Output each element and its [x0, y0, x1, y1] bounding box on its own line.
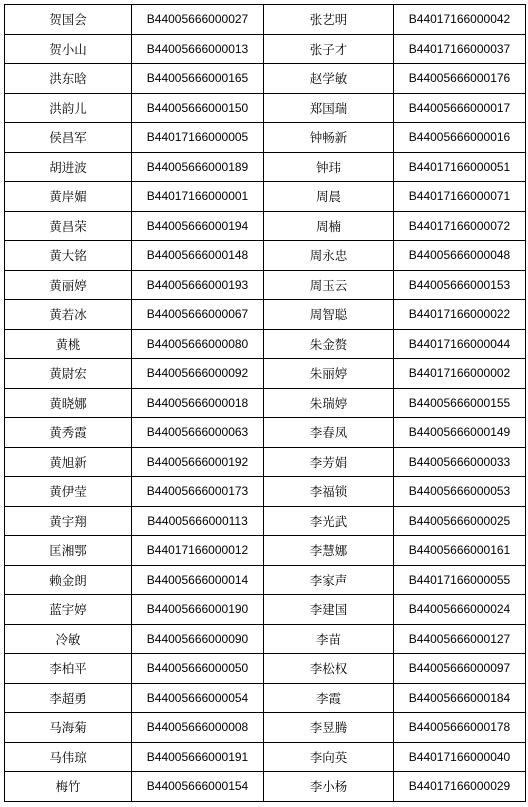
table-row: [5, 565, 526, 595]
id-cell: B44005666000150: [132, 93, 264, 123]
id-cell: B44005666000063: [132, 418, 264, 448]
id-cell: B44017166000042: [394, 5, 526, 35]
id-cell: B44005666000067: [132, 300, 264, 330]
name-cell: 梅竹: [5, 772, 132, 802]
name-cell: 李家声: [264, 565, 394, 595]
table-row: [5, 624, 526, 654]
id-cell: B44005666000161: [394, 536, 526, 566]
name-cell: 钟玮: [264, 152, 394, 182]
id-cell: B44017166000051: [394, 152, 526, 182]
id-cell: B44017166000001: [132, 182, 264, 212]
name-cell: 李霞: [264, 683, 394, 713]
id-cell: B44005666000127: [394, 624, 526, 654]
id-cell: B44005666000153: [394, 270, 526, 300]
name-cell: 李慧娜: [264, 536, 394, 566]
id-cell: B44017166000044: [394, 329, 526, 359]
roster-table: [4, 4, 526, 802]
table-row: [5, 772, 526, 802]
name-cell: 周永忠: [264, 241, 394, 271]
id-cell: B44005666000193: [132, 270, 264, 300]
name-cell: 黄晓娜: [5, 388, 132, 418]
name-cell: 李松权: [264, 654, 394, 684]
table-row: [5, 241, 526, 271]
id-cell: B44005666000027: [132, 5, 264, 35]
table-row: [5, 34, 526, 64]
name-cell: 李向英: [264, 742, 394, 772]
name-cell: 郑国瑞: [264, 93, 394, 123]
id-cell: B44017166000071: [394, 182, 526, 212]
id-cell: B44005666000016: [394, 123, 526, 153]
name-cell: 冷敏: [5, 624, 132, 654]
name-cell: 贺国会: [5, 5, 132, 35]
name-cell: 黄秀霞: [5, 418, 132, 448]
table-row: [5, 654, 526, 684]
id-cell: B44005666000176: [394, 64, 526, 94]
name-cell: 贺小山: [5, 34, 132, 64]
id-cell: B44017166000037: [394, 34, 526, 64]
name-cell: 马伟琼: [5, 742, 132, 772]
name-cell: 李春凤: [264, 418, 394, 448]
table-row: [5, 418, 526, 448]
name-cell: 侯昌军: [5, 123, 132, 153]
table-row: [5, 64, 526, 94]
id-cell: B44005666000013: [132, 34, 264, 64]
id-cell: B44005666000050: [132, 654, 264, 684]
name-cell: 匡湘鄂: [5, 536, 132, 566]
name-cell: 朱丽婷: [264, 359, 394, 389]
id-cell: B44005666000154: [132, 772, 264, 802]
id-cell: B44005666000048: [394, 241, 526, 271]
table-row: [5, 211, 526, 241]
name-cell: 李柏平: [5, 654, 132, 684]
table-row: [5, 388, 526, 418]
id-cell: B44017166000012: [132, 536, 264, 566]
name-cell: 周楠: [264, 211, 394, 241]
id-cell: B44005666000018: [132, 388, 264, 418]
table-row: [5, 329, 526, 359]
table-row: [5, 447, 526, 477]
name-cell: 朱金赘: [264, 329, 394, 359]
name-cell: 黄尉宏: [5, 359, 132, 389]
name-cell: 马海菊: [5, 713, 132, 743]
name-cell: 洪东晗: [5, 64, 132, 94]
name-cell: 黄大铭: [5, 241, 132, 271]
name-cell: 黄桃: [5, 329, 132, 359]
table-row: [5, 5, 526, 35]
name-cell: 黄昌荣: [5, 211, 132, 241]
id-cell: B44005666000192: [132, 447, 264, 477]
id-cell: B44005666000165: [132, 64, 264, 94]
id-cell: B44005666000054: [132, 683, 264, 713]
id-cell: B44005666000155: [394, 388, 526, 418]
id-cell: B44005666000017: [394, 93, 526, 123]
table-row: [5, 595, 526, 625]
id-cell: B44005666000008: [132, 713, 264, 743]
id-cell: B44017166000072: [394, 211, 526, 241]
id-cell: B44005666000097: [394, 654, 526, 684]
table-row: [5, 270, 526, 300]
name-cell: 黄岸媚: [5, 182, 132, 212]
name-cell: 黄若冰: [5, 300, 132, 330]
id-cell: B44017166000055: [394, 565, 526, 595]
id-cell: B44005666000024: [394, 595, 526, 625]
id-cell: B44005666000092: [132, 359, 264, 389]
name-cell: 黄宇翔: [5, 506, 132, 536]
table-row: [5, 123, 526, 153]
id-cell: B44005666000025: [394, 506, 526, 536]
id-cell: B44005666000090: [132, 624, 264, 654]
id-cell: B44005666000053: [394, 477, 526, 507]
id-cell: B44005666000148: [132, 241, 264, 271]
table-row: [5, 93, 526, 123]
name-cell: 李超勇: [5, 683, 132, 713]
name-cell: 周玉云: [264, 270, 394, 300]
name-cell: 黄旭新: [5, 447, 132, 477]
roster-table-body: [5, 5, 526, 802]
id-cell: B44005666000178: [394, 713, 526, 743]
id-cell: B44005666000189: [132, 152, 264, 182]
table-row: [5, 359, 526, 389]
name-cell: 周智聪: [264, 300, 394, 330]
name-cell: 周晨: [264, 182, 394, 212]
id-cell: B44017166000002: [394, 359, 526, 389]
name-cell: 黄丽婷: [5, 270, 132, 300]
id-cell: B44017166000040: [394, 742, 526, 772]
id-cell: B44017166000029: [394, 772, 526, 802]
id-cell: B44005666000080: [132, 329, 264, 359]
id-cell: B44005666000191: [132, 742, 264, 772]
id-cell: B44017166000005: [132, 123, 264, 153]
id-cell: B44005666000033: [394, 447, 526, 477]
name-cell: 钟畅新: [264, 123, 394, 153]
table-row: [5, 477, 526, 507]
table-row: [5, 713, 526, 743]
table-row: [5, 152, 526, 182]
name-cell: 李小杨: [264, 772, 394, 802]
id-cell: B44005666000149: [394, 418, 526, 448]
table-row: [5, 742, 526, 772]
table-row: [5, 536, 526, 566]
name-cell: 李昱腾: [264, 713, 394, 743]
name-cell: 赖金朗: [5, 565, 132, 595]
name-cell: 李建国: [264, 595, 394, 625]
table-row: [5, 182, 526, 212]
name-cell: 李芳娟: [264, 447, 394, 477]
name-cell: 张子才: [264, 34, 394, 64]
id-cell: B44005666000113: [132, 506, 264, 536]
name-cell: 黄伊莹: [5, 477, 132, 507]
id-cell: B44005666000014: [132, 565, 264, 595]
name-cell: 蓝宇婷: [5, 595, 132, 625]
name-cell: 李福锁: [264, 477, 394, 507]
table-row: [5, 300, 526, 330]
name-cell: 洪韵儿: [5, 93, 132, 123]
name-cell: 胡进波: [5, 152, 132, 182]
id-cell: B44005666000173: [132, 477, 264, 507]
name-cell: 李光武: [264, 506, 394, 536]
name-cell: 李苗: [264, 624, 394, 654]
id-cell: B44005666000184: [394, 683, 526, 713]
id-cell: B44017166000022: [394, 300, 526, 330]
name-cell: 朱瑞婷: [264, 388, 394, 418]
name-cell: 张艺明: [264, 5, 394, 35]
id-cell: B44005666000190: [132, 595, 264, 625]
name-cell: 赵学敏: [264, 64, 394, 94]
table-row: [5, 506, 526, 536]
table-row: [5, 683, 526, 713]
id-cell: B44005666000194: [132, 211, 264, 241]
